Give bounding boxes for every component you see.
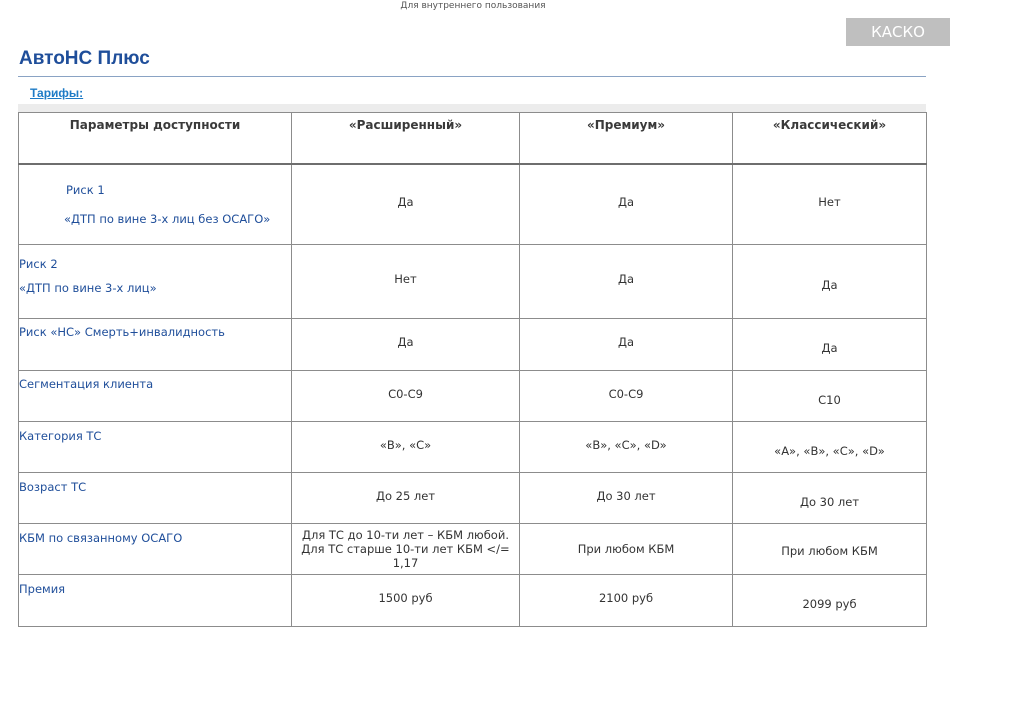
column-header-classic: «Классический»	[733, 113, 927, 165]
table-header-row	[19, 113, 927, 165]
param-label: Риск 1	[66, 183, 105, 197]
table-row	[19, 421, 927, 472]
table-row	[19, 318, 927, 370]
param-label: Категория ТС	[19, 428, 102, 443]
column-header-extended: «Расширенный»	[292, 113, 520, 165]
param-cell	[19, 421, 292, 472]
column-header-premium: «Премиум»	[520, 113, 733, 165]
param-cell	[19, 574, 292, 626]
value-cell: 1500 руб	[292, 572, 520, 624]
param-cell	[19, 370, 292, 421]
table-row	[19, 523, 927, 574]
table-row	[19, 574, 927, 626]
param-cell	[19, 244, 292, 318]
table-row	[19, 370, 927, 421]
param-label: Премия	[19, 581, 66, 596]
param-label: Сегментация клиента	[19, 376, 154, 391]
title-divider	[18, 76, 926, 77]
value-cell: С0-С9	[292, 368, 520, 419]
param-label: «ДТП по вине 3-х лиц без ОСАГО»	[64, 212, 271, 226]
value-cell: «В», «С», «D»	[520, 419, 733, 470]
param-cell	[19, 472, 292, 523]
value-cell: Да	[733, 322, 927, 374]
value-cell: «В», «С»	[292, 419, 520, 470]
value-cell: До 30 лет	[520, 470, 733, 521]
column-header-params: Параметры доступности	[19, 113, 292, 165]
param-cell	[19, 164, 292, 244]
value-cell: При любом КБМ	[733, 525, 927, 576]
param-label: Риск 2	[19, 256, 58, 271]
kasko-button[interactable]: КАСКО	[846, 18, 950, 46]
param-cell	[19, 318, 292, 370]
value-cell: С10	[733, 374, 927, 425]
table-row	[19, 244, 927, 318]
tariffs-subtitle: Тарифы:	[30, 86, 84, 100]
value-cell: «А», «В», «С», «D»	[733, 425, 927, 476]
value-cell: Нет	[292, 242, 520, 316]
value-cell: С0-С9	[520, 368, 733, 419]
param-label: Возраст ТС	[19, 479, 87, 494]
value-cell: При любом КБМ	[520, 523, 733, 574]
value-cell: До 30 лет	[733, 476, 927, 527]
value-cell: 2099 руб	[733, 578, 927, 630]
table-body	[19, 164, 927, 626]
param-label: Риск «НС» Смерть+инвалидность	[19, 324, 225, 339]
param-cell	[19, 523, 292, 574]
value-cell: До 25 лет	[292, 470, 520, 521]
value-cell: Да	[520, 162, 733, 242]
page-title: АвтоНС Плюс	[19, 48, 150, 69]
tariffs-table	[18, 112, 927, 627]
table-header-band	[18, 104, 926, 112]
param-label: КБМ по связанному ОСАГО	[19, 530, 183, 545]
value-cell: Для ТС до 10-ти лет – КБМ любой. Для ТС старше 10-ти лет КБМ </= 1,17	[292, 523, 520, 574]
param-label: «ДТП по вине 3-х лиц»	[19, 280, 157, 295]
table-row	[19, 472, 927, 523]
table-row	[19, 164, 927, 244]
value-cell: Да	[520, 242, 733, 316]
value-cell: Да	[520, 316, 733, 368]
internal-use-note: Для внутреннего пользования	[400, 1, 546, 11]
value-cell: Да	[733, 248, 927, 322]
value-cell: Да	[292, 316, 520, 368]
value-cell: Нет	[733, 162, 927, 242]
value-cell: Да	[292, 162, 520, 242]
value-cell: 2100 руб	[520, 572, 733, 624]
